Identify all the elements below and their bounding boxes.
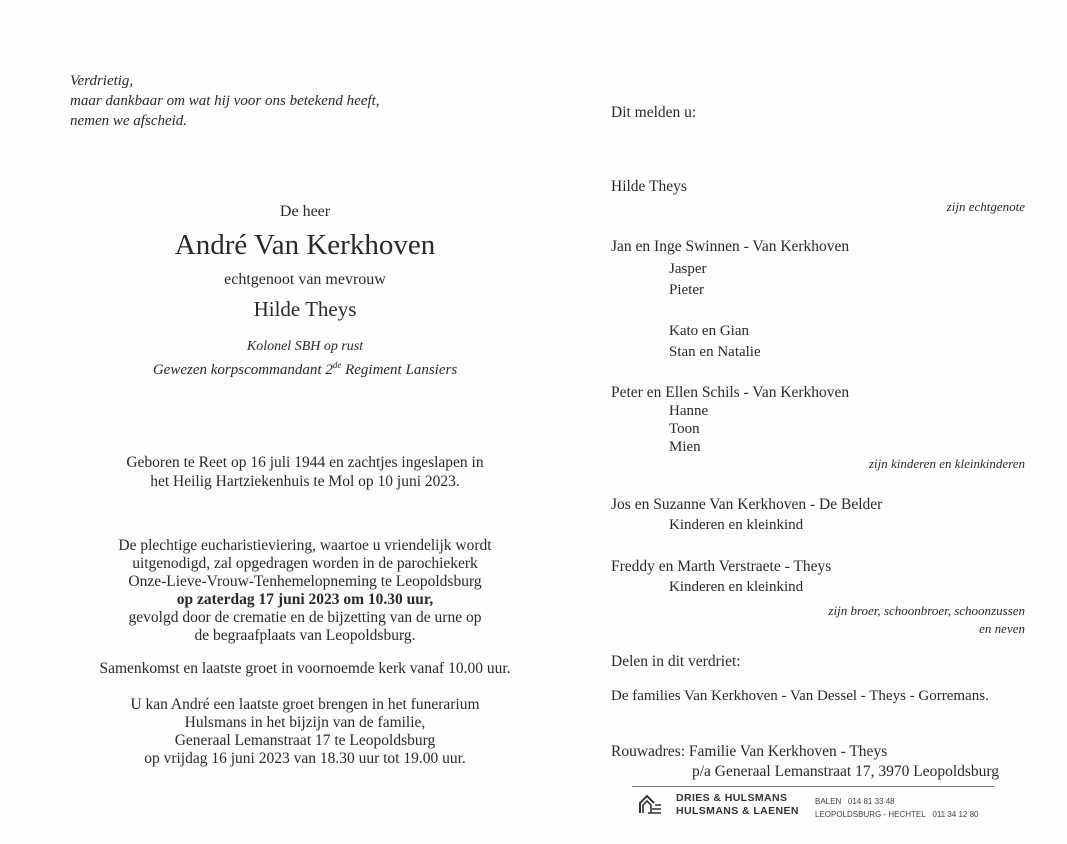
child-name: Jasper: [669, 261, 707, 277]
family-entry: Jos en Suzanne Van Kerkhoven - De Belder: [611, 496, 883, 513]
function-text: Gewezen korpscommandant 2: [152, 362, 333, 378]
family-entry: Jan en Inge Swinnen - Van Kerkhoven: [611, 238, 850, 255]
location: LEOPOLDSBURG - HECHTEL: [815, 810, 926, 819]
mourning-address-label: Rouwadres: Familie Van Kerkhoven - Theys: [611, 743, 888, 760]
ceremony-line: Onze-Lieve-Vrouw-Tenhemelopneming te Leopoldsburg: [128, 573, 482, 590]
ceremony-line: gevolgd door de crematie en de bijzetting van de urne op: [128, 609, 482, 626]
spouse-entry: Hilde Theys: [611, 178, 687, 195]
funerarium-info: [0, 696, 610, 768]
funerarium-line: Hulsmans in het bijzijn van de familie,: [184, 714, 426, 731]
family-children: Kinderen en kleinkind: [669, 517, 804, 533]
spouse-role: zijn echtgenote: [946, 199, 1025, 214]
family-children: [669, 259, 707, 301]
share-intro: Delen in dit verdriet:: [611, 653, 741, 670]
deceased-name: André Van Kerkhoven: [174, 229, 436, 261]
function-text-rest: Regiment Lansiers: [341, 362, 458, 378]
motto: [70, 71, 380, 131]
location: BALEN: [815, 797, 842, 806]
spouse-name: Hilde Theys: [253, 297, 357, 321]
funeral-home-names: [676, 792, 799, 818]
funerarium-line: U kan André een laatste groet brengen in het funerarium: [130, 696, 480, 713]
footer-divider: [632, 786, 994, 787]
family-entry: Peter en Ellen Schils - Van Kerkhoven: [611, 384, 850, 401]
siblings-role: [828, 602, 1025, 638]
grandchild-names: Kato en Gian: [669, 323, 749, 339]
salutation: De heer: [279, 203, 331, 220]
family-children: [669, 402, 708, 456]
gathering-info: Samenkomst en laatste groet in voornoemde kerk vanaf 10.00 uur.: [99, 660, 511, 677]
ceremony-info: [0, 537, 610, 645]
funeral-home-contact: [815, 795, 979, 821]
contact-line: [815, 808, 979, 821]
motto-line: Verdrietig,: [70, 73, 134, 89]
funerarium-line: Generaal Lemanstraat 17 te Leopoldsburg: [174, 732, 436, 749]
funeral-home-logo-icon: [637, 791, 663, 817]
birth-death-info: [0, 453, 610, 491]
child-name: Pieter: [669, 282, 704, 298]
child-name: Hanne: [669, 403, 709, 419]
birth-line: Geboren te Reet op 16 juli 1944 en zachtjes ingeslapen in: [126, 454, 484, 471]
phone: 014 81 33 48: [847, 797, 895, 806]
grandchild-names: Stan en Natalie: [669, 344, 761, 360]
ceremony-line: uitgenodigd, zal opgedragen worden in de parochiekerk: [132, 555, 478, 572]
birth-line: het Heilig Hartziekenhuis te Mol op 10 juni 2023.: [150, 473, 460, 490]
child-name: Toon: [669, 421, 700, 437]
spouse-intro: echtgenoot van mevrouw: [224, 271, 386, 288]
function-superscript: de: [332, 360, 342, 370]
company-name: HULSMANS & LAENEN: [676, 805, 799, 817]
phone: 011 34 12 80: [932, 810, 979, 819]
former-function: [0, 360, 610, 379]
motto-line: nemen we afscheid.: [70, 113, 188, 129]
families-list: De families Van Kerkhoven - Van Dessel - Theys - Gorremans.: [611, 688, 989, 704]
family-entry: Freddy en Marth Verstraete - Theys: [611, 558, 832, 575]
funerarium-line: op vrijdag 16 juni 2023 van 18.30 uur tot 19.00 uur.: [144, 750, 466, 767]
role-line: zijn broer, schoonbroer, schoonzussen: [828, 603, 1025, 618]
role-line: en neven: [979, 621, 1025, 636]
ceremony-line: De plechtige eucharistieviering, waartoe u vriendelijk wordt: [118, 537, 492, 554]
child-name: Mien: [669, 439, 701, 455]
company-name: DRIES & HULSMANS: [676, 792, 788, 804]
contact-line: [815, 795, 979, 808]
mourning-address: p/a Generaal Lemanstraat 17, 3970 Leopoldsburg: [692, 763, 1000, 780]
rank: Kolonel SBH op rust: [246, 339, 364, 354]
family-grandchildren: [669, 321, 761, 363]
family-children: Kinderen en kleinkind: [669, 579, 804, 595]
children-role: zijn kinderen en kleinkinderen: [868, 456, 1025, 471]
motto-line: maar dankbaar om wat hij voor ons betekend heeft,: [70, 93, 380, 109]
ceremony-line: de begraafplaats van Leopoldsburg.: [194, 627, 416, 644]
announce-heading: Dit melden u:: [611, 104, 697, 121]
ceremony-date: op zaterdag 17 juni 2023 om 10.30 uur,: [176, 591, 434, 608]
